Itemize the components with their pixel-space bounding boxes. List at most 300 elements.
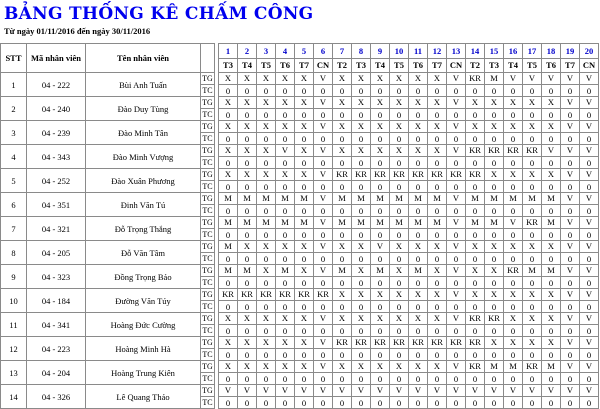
attendance-cell: M bbox=[409, 217, 428, 229]
overtime-cell: 0 bbox=[219, 349, 238, 361]
overtime-cell: 0 bbox=[333, 253, 352, 265]
attendance-cell: X bbox=[542, 121, 561, 133]
overtime-cell: 0 bbox=[409, 157, 428, 169]
overtime-cell: 0 bbox=[333, 133, 352, 145]
attendance-cell: V bbox=[580, 121, 599, 133]
overtime-cell: 0 bbox=[314, 253, 333, 265]
overtime-cell: 0 bbox=[371, 85, 390, 97]
overtime-cell: 0 bbox=[276, 157, 295, 169]
attendance-cell: X bbox=[409, 313, 428, 325]
attendance-cell: X bbox=[333, 361, 352, 373]
employee-name-cell: Lê Quang Thảo bbox=[86, 385, 201, 409]
employee-name-cell: Bùi Anh Tuấn bbox=[86, 73, 201, 97]
attendance-cell: X bbox=[219, 313, 238, 325]
overtime-cell: 0 bbox=[447, 205, 466, 217]
attendance-cell: X bbox=[371, 361, 390, 373]
attendance-cell: X bbox=[352, 145, 371, 157]
attendance-cell: V bbox=[276, 145, 295, 157]
overtime-cell: 0 bbox=[371, 133, 390, 145]
overtime-cell: 0 bbox=[390, 325, 409, 337]
attendance-cell: V bbox=[447, 241, 466, 253]
attendance-cell: V bbox=[314, 121, 333, 133]
weekday-header: T2 bbox=[466, 58, 485, 73]
overtime-cell: 0 bbox=[580, 253, 599, 265]
overtime-cell: 0 bbox=[371, 301, 390, 313]
attendance-cell: KR bbox=[409, 337, 428, 349]
overtime-cell: 0 bbox=[238, 397, 257, 409]
overtime-cell: 0 bbox=[219, 157, 238, 169]
overtime-cell: 0 bbox=[561, 253, 580, 265]
overtime-cell: 0 bbox=[219, 181, 238, 193]
type-label-tg: TG bbox=[202, 338, 213, 347]
attendance-cell: KR bbox=[504, 145, 523, 157]
employee-name-cell: Đỗ Trọng Thắng bbox=[86, 217, 201, 241]
attendance-cell: M bbox=[371, 193, 390, 205]
attendance-cell: X bbox=[371, 313, 390, 325]
overtime-cell: 0 bbox=[409, 325, 428, 337]
attendance-cell: X bbox=[428, 97, 447, 109]
report-title: BẢNG THỐNG KÊ CHẤM CÔNG bbox=[4, 4, 314, 24]
attendance-cell: KR bbox=[466, 361, 485, 373]
overtime-cell: 0 bbox=[504, 85, 523, 97]
overtime-cell: 0 bbox=[390, 373, 409, 385]
overtime-cell: 0 bbox=[371, 205, 390, 217]
employee-code-cell: 04 - 239 bbox=[27, 121, 86, 145]
attendance-cell: X bbox=[542, 169, 561, 181]
attendance-cell: X bbox=[523, 313, 542, 325]
overtime-cell: 0 bbox=[238, 109, 257, 121]
type-label-tg: TG bbox=[202, 242, 213, 251]
overtime-cell: 0 bbox=[314, 205, 333, 217]
attendance-cell: M bbox=[390, 217, 409, 229]
attendance-cell: M bbox=[485, 361, 504, 373]
weekday-header: T3 bbox=[485, 58, 504, 73]
attendance-cell: X bbox=[523, 337, 542, 349]
overtime-cell: 0 bbox=[257, 397, 276, 409]
attendance-cell: M bbox=[257, 217, 276, 229]
type-label-tc: TC bbox=[202, 182, 213, 191]
attendance-cell: X bbox=[523, 97, 542, 109]
attendance-cell: M bbox=[219, 265, 238, 277]
attendance-cell: X bbox=[295, 145, 314, 157]
overtime-cell: 0 bbox=[409, 373, 428, 385]
attendance-cell: KR bbox=[352, 169, 371, 181]
header-employee-code: Mã nhân viên bbox=[27, 44, 86, 73]
overtime-cell: 0 bbox=[333, 397, 352, 409]
overtime-cell: 0 bbox=[314, 157, 333, 169]
stt-cell: 6 bbox=[1, 193, 27, 217]
attendance-cell: V bbox=[390, 385, 409, 397]
attendance-cell: X bbox=[257, 337, 276, 349]
employee-name-cell: Đào Minh Tân bbox=[86, 121, 201, 145]
overtime-cell: 0 bbox=[295, 133, 314, 145]
stt-cell: 8 bbox=[1, 241, 27, 265]
attendance-cell: X bbox=[257, 145, 276, 157]
day-number-header: 1 bbox=[219, 44, 238, 59]
overtime-cell: 0 bbox=[466, 181, 485, 193]
day-number-header: 14 bbox=[466, 44, 485, 59]
attendance-cell: M bbox=[504, 361, 523, 373]
attendance-cell: X bbox=[238, 241, 257, 253]
attendance-cell: X bbox=[295, 241, 314, 253]
overtime-cell: 0 bbox=[219, 277, 238, 289]
attendance-cell: V bbox=[314, 193, 333, 205]
attendance-cell: X bbox=[371, 121, 390, 133]
overtime-cell: 0 bbox=[485, 85, 504, 97]
attendance-cell: V bbox=[561, 241, 580, 253]
employee-name-cell: Đào Duy Tùng bbox=[86, 97, 201, 121]
overtime-cell: 0 bbox=[257, 373, 276, 385]
overtime-cell: 0 bbox=[428, 301, 447, 313]
overtime-cell: 0 bbox=[371, 325, 390, 337]
attendance-cell: KR bbox=[466, 145, 485, 157]
overtime-cell: 0 bbox=[561, 205, 580, 217]
attendance-cell: X bbox=[523, 289, 542, 301]
overtime-cell: 0 bbox=[447, 325, 466, 337]
attendance-cell: V bbox=[580, 217, 599, 229]
weekday-header: T7 bbox=[295, 58, 314, 73]
overtime-cell: 0 bbox=[485, 349, 504, 361]
overtime-cell: 0 bbox=[257, 325, 276, 337]
overtime-cell: 0 bbox=[428, 181, 447, 193]
overtime-cell: 0 bbox=[276, 301, 295, 313]
attendance-cell: X bbox=[542, 337, 561, 349]
employee-name-cell: Đào Minh Vượng bbox=[86, 145, 201, 169]
employee-row bbox=[1, 97, 599, 109]
attendance-cell: V bbox=[561, 97, 580, 109]
overtime-cell: 0 bbox=[580, 349, 599, 361]
type-label-tg: TG bbox=[202, 98, 213, 107]
overtime-cell: 0 bbox=[238, 133, 257, 145]
attendance-cell: KR bbox=[314, 289, 333, 301]
overtime-cell: 0 bbox=[485, 181, 504, 193]
overtime-cell: 0 bbox=[428, 277, 447, 289]
attendance-cell: X bbox=[428, 289, 447, 301]
attendance-cell: X bbox=[333, 241, 352, 253]
attendance-cell: M bbox=[333, 217, 352, 229]
employee-code-cell: 04 - 223 bbox=[27, 337, 86, 361]
attendance-cell: M bbox=[542, 361, 561, 373]
attendance-cell: M bbox=[276, 193, 295, 205]
overtime-cell: 0 bbox=[219, 109, 238, 121]
overtime-cell: 0 bbox=[295, 109, 314, 121]
employee-row bbox=[1, 313, 599, 325]
overtime-cell: 0 bbox=[542, 133, 561, 145]
attendance-cell: X bbox=[238, 121, 257, 133]
attendance-cell: M bbox=[352, 217, 371, 229]
overtime-cell: 0 bbox=[333, 181, 352, 193]
day-number-header: 18 bbox=[542, 44, 561, 59]
overtime-cell: 0 bbox=[504, 397, 523, 409]
attendance-cell: X bbox=[238, 313, 257, 325]
date-range: Từ ngày 01/11/2016 đến ngày 30/11/2016 bbox=[4, 26, 151, 36]
attendance-cell: V bbox=[580, 313, 599, 325]
overtime-cell: 0 bbox=[371, 181, 390, 193]
overtime-cell: 0 bbox=[238, 157, 257, 169]
stt-cell: 2 bbox=[1, 97, 27, 121]
overtime-cell: 0 bbox=[428, 349, 447, 361]
attendance-cell: X bbox=[219, 121, 238, 133]
day-number-header: 7 bbox=[333, 44, 352, 59]
attendance-cell: V bbox=[561, 385, 580, 397]
attendance-cell: KR bbox=[523, 217, 542, 229]
attendance-cell: V bbox=[447, 313, 466, 325]
overtime-cell: 0 bbox=[295, 229, 314, 241]
overtime-cell: 0 bbox=[504, 277, 523, 289]
employee-row bbox=[1, 241, 599, 253]
attendance-cell: M bbox=[542, 217, 561, 229]
overtime-cell: 0 bbox=[276, 253, 295, 265]
attendance-table bbox=[0, 43, 599, 409]
weekday-header: T5 bbox=[257, 58, 276, 73]
attendance-cell: X bbox=[523, 169, 542, 181]
overtime-cell: 0 bbox=[542, 109, 561, 121]
overtime-cell: 0 bbox=[390, 109, 409, 121]
overtime-cell: 0 bbox=[352, 349, 371, 361]
overtime-cell: 0 bbox=[580, 229, 599, 241]
attendance-cell: V bbox=[314, 337, 333, 349]
attendance-cell: M bbox=[295, 193, 314, 205]
overtime-cell: 0 bbox=[523, 253, 542, 265]
attendance-cell: M bbox=[428, 217, 447, 229]
attendance-cell: KR bbox=[523, 145, 542, 157]
attendance-cell: V bbox=[580, 97, 599, 109]
attendance-cell: M bbox=[219, 217, 238, 229]
attendance-cell: X bbox=[295, 313, 314, 325]
type-label-tc: TC bbox=[202, 398, 213, 407]
type-label-tc: TC bbox=[202, 302, 213, 311]
attendance-cell: X bbox=[295, 121, 314, 133]
attendance-cell: X bbox=[257, 265, 276, 277]
overtime-cell: 0 bbox=[466, 397, 485, 409]
attendance-cell: X bbox=[219, 337, 238, 349]
attendance-cell: X bbox=[390, 289, 409, 301]
overtime-cell: 0 bbox=[295, 253, 314, 265]
attendance-cell: KR bbox=[238, 289, 257, 301]
day-number-header: 10 bbox=[390, 44, 409, 59]
attendance-cell: V bbox=[314, 145, 333, 157]
attendance-cell: KR bbox=[333, 337, 352, 349]
attendance-cell: V bbox=[561, 337, 580, 349]
attendance-cell: V bbox=[257, 385, 276, 397]
attendance-cell: M bbox=[333, 265, 352, 277]
weekday-header: CN bbox=[447, 58, 466, 73]
overtime-cell: 0 bbox=[523, 277, 542, 289]
attendance-cell: V bbox=[314, 313, 333, 325]
day-number-header: 17 bbox=[523, 44, 542, 59]
overtime-cell: 0 bbox=[542, 157, 561, 169]
overtime-cell: 0 bbox=[295, 301, 314, 313]
attendance-cell: X bbox=[409, 73, 428, 85]
attendance-cell: X bbox=[238, 337, 257, 349]
overtime-cell: 0 bbox=[485, 109, 504, 121]
attendance-cell: X bbox=[257, 97, 276, 109]
attendance-cell: V bbox=[409, 385, 428, 397]
overtime-cell: 0 bbox=[466, 349, 485, 361]
type-label-tc: TC bbox=[202, 86, 213, 95]
overtime-cell: 0 bbox=[276, 373, 295, 385]
overtime-cell: 0 bbox=[447, 373, 466, 385]
attendance-cell: X bbox=[333, 73, 352, 85]
attendance-cell: X bbox=[542, 289, 561, 301]
overtime-cell: 0 bbox=[428, 229, 447, 241]
header-employee-name: Tên nhân viên bbox=[86, 44, 201, 73]
employee-code-cell: 04 - 321 bbox=[27, 217, 86, 241]
attendance-cell: X bbox=[409, 241, 428, 253]
attendance-cell: X bbox=[390, 265, 409, 277]
attendance-cell: X bbox=[352, 265, 371, 277]
employee-row bbox=[1, 265, 599, 277]
attendance-cell: V bbox=[580, 337, 599, 349]
overtime-cell: 0 bbox=[333, 349, 352, 361]
employee-row bbox=[1, 145, 599, 157]
day-number-header: 5 bbox=[295, 44, 314, 59]
attendance-cell: X bbox=[276, 241, 295, 253]
attendance-cell: V bbox=[428, 385, 447, 397]
attendance-cell: X bbox=[409, 361, 428, 373]
attendance-cell: V bbox=[447, 289, 466, 301]
overtime-cell: 0 bbox=[257, 157, 276, 169]
attendance-cell: X bbox=[466, 265, 485, 277]
overtime-cell: 0 bbox=[352, 157, 371, 169]
attendance-cell: X bbox=[466, 97, 485, 109]
attendance-cell: M bbox=[371, 217, 390, 229]
attendance-cell: X bbox=[219, 97, 238, 109]
attendance-cell: X bbox=[257, 169, 276, 181]
type-label-tc: TC bbox=[202, 254, 213, 263]
attendance-cell: X bbox=[485, 241, 504, 253]
overtime-cell: 0 bbox=[333, 229, 352, 241]
attendance-cell: V bbox=[580, 289, 599, 301]
overtime-cell: 0 bbox=[390, 205, 409, 217]
attendance-cell: X bbox=[371, 73, 390, 85]
attendance-cell: V bbox=[447, 73, 466, 85]
attendance-cell: M bbox=[371, 265, 390, 277]
attendance-cell: V bbox=[561, 145, 580, 157]
attendance-cell: M bbox=[238, 193, 257, 205]
overtime-cell: 0 bbox=[238, 301, 257, 313]
attendance-cell: X bbox=[390, 145, 409, 157]
type-label-tg: TG bbox=[202, 386, 213, 395]
overtime-cell: 0 bbox=[409, 109, 428, 121]
attendance-cell: X bbox=[238, 73, 257, 85]
overtime-cell: 0 bbox=[409, 277, 428, 289]
weekday-header: T4 bbox=[504, 58, 523, 73]
overtime-cell: 0 bbox=[580, 373, 599, 385]
overtime-cell: 0 bbox=[238, 181, 257, 193]
overtime-cell: 0 bbox=[523, 397, 542, 409]
overtime-cell: 0 bbox=[276, 109, 295, 121]
overtime-cell: 0 bbox=[428, 85, 447, 97]
overtime-cell: 0 bbox=[276, 349, 295, 361]
overtime-cell: 0 bbox=[447, 85, 466, 97]
overtime-cell: 0 bbox=[447, 253, 466, 265]
overtime-cell: 0 bbox=[352, 253, 371, 265]
employee-row bbox=[1, 337, 599, 349]
attendance-cell: KR bbox=[371, 169, 390, 181]
attendance-cell: V bbox=[447, 217, 466, 229]
attendance-cell: KR bbox=[409, 169, 428, 181]
overtime-cell: 0 bbox=[504, 301, 523, 313]
overtime-cell: 0 bbox=[580, 181, 599, 193]
attendance-cell: X bbox=[409, 97, 428, 109]
attendance-cell: X bbox=[238, 145, 257, 157]
overtime-cell: 0 bbox=[409, 229, 428, 241]
overtime-cell: 0 bbox=[485, 157, 504, 169]
employee-code-cell: 04 - 204 bbox=[27, 361, 86, 385]
attendance-cell: X bbox=[257, 361, 276, 373]
overtime-cell: 0 bbox=[333, 157, 352, 169]
overtime-cell: 0 bbox=[523, 133, 542, 145]
overtime-cell: 0 bbox=[371, 349, 390, 361]
attendance-cell: V bbox=[447, 145, 466, 157]
overtime-cell: 0 bbox=[219, 373, 238, 385]
overtime-cell: 0 bbox=[238, 277, 257, 289]
overtime-cell: 0 bbox=[485, 373, 504, 385]
attendance-cell: V bbox=[561, 265, 580, 277]
overtime-cell: 0 bbox=[390, 397, 409, 409]
overtime-cell: 0 bbox=[523, 229, 542, 241]
overtime-cell: 0 bbox=[485, 325, 504, 337]
attendance-cell: V bbox=[352, 385, 371, 397]
overtime-cell: 0 bbox=[352, 397, 371, 409]
overtime-cell: 0 bbox=[219, 205, 238, 217]
overtime-cell: 0 bbox=[257, 277, 276, 289]
overtime-cell: 0 bbox=[314, 301, 333, 313]
attendance-cell: KR bbox=[466, 337, 485, 349]
attendance-cell: KR bbox=[333, 169, 352, 181]
weekday-header: T6 bbox=[542, 58, 561, 73]
attendance-cell: V bbox=[561, 193, 580, 205]
type-label-tg: TG bbox=[202, 314, 213, 323]
attendance-cell: KR bbox=[523, 361, 542, 373]
attendance-cell: V bbox=[447, 265, 466, 277]
overtime-cell: 0 bbox=[371, 373, 390, 385]
overtime-cell: 0 bbox=[390, 133, 409, 145]
attendance-cell: V bbox=[580, 193, 599, 205]
weekday-header: T6 bbox=[276, 58, 295, 73]
attendance-cell: KR bbox=[295, 289, 314, 301]
attendance-cell: X bbox=[352, 121, 371, 133]
overtime-cell: 0 bbox=[295, 397, 314, 409]
attendance-cell: KR bbox=[219, 289, 238, 301]
attendance-cell: X bbox=[276, 337, 295, 349]
attendance-cell: KR bbox=[466, 313, 485, 325]
stt-cell: 11 bbox=[1, 313, 27, 337]
attendance-cell: X bbox=[219, 169, 238, 181]
overtime-cell: 0 bbox=[485, 229, 504, 241]
attendance-cell: V bbox=[314, 265, 333, 277]
attendance-cell: V bbox=[276, 385, 295, 397]
stt-cell: 9 bbox=[1, 265, 27, 289]
overtime-cell: 0 bbox=[447, 157, 466, 169]
overtime-cell: 0 bbox=[542, 277, 561, 289]
attendance-cell: V bbox=[561, 313, 580, 325]
overtime-cell: 0 bbox=[314, 181, 333, 193]
overtime-cell: 0 bbox=[485, 205, 504, 217]
overtime-cell: 0 bbox=[390, 349, 409, 361]
overtime-cell: 0 bbox=[276, 397, 295, 409]
attendance-cell: V bbox=[580, 265, 599, 277]
overtime-cell: 0 bbox=[314, 349, 333, 361]
attendance-cell: M bbox=[485, 193, 504, 205]
weekday-header: T5 bbox=[523, 58, 542, 73]
attendance-cell: X bbox=[428, 361, 447, 373]
employee-name-cell: Đỗ Văn Tâm bbox=[86, 241, 201, 265]
day-number-header: 20 bbox=[580, 44, 599, 59]
stt-cell: 1 bbox=[1, 73, 27, 97]
stt-cell: 7 bbox=[1, 217, 27, 241]
